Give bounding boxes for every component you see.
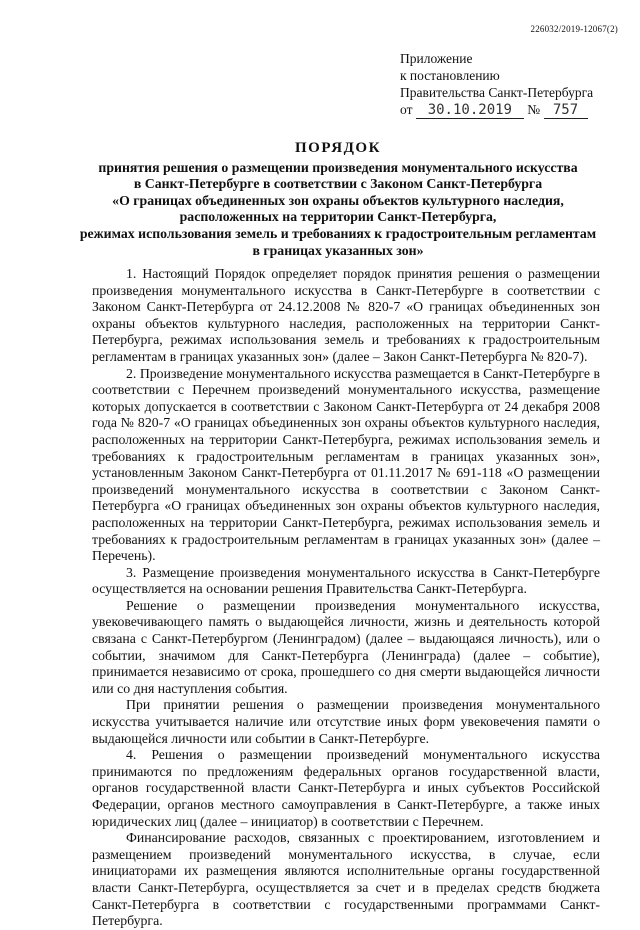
title-line: в границах указанных зон»	[252, 242, 424, 258]
document-number: 226032/2019-12067(2)	[530, 24, 618, 34]
title-line: режимах использования земель и требованиях к градостроительным регламентам	[79, 225, 597, 241]
appendix-date-line	[400, 101, 620, 119]
appendix-line-1: Приложение	[400, 51, 473, 66]
number-prefix: №	[527, 102, 541, 117]
paragraph: При принятии решения о размещении произведения монументального искусства учитывается наличие или отсутствие иных форм увековечения памяти о выдающейся личности или событии в Санкт-Петербурге.	[92, 697, 600, 746]
document-body	[92, 266, 600, 930]
paragraph: 3. Размещение произведения монументального искусства в Санкт-Петербурге осуществляется на основании решения Правительства Санкт-Петербурга.	[92, 564, 600, 597]
appendix-line-2: к постановлению	[400, 68, 500, 83]
paragraph: Решение о размещении произведения монументального искусства, увековечивающего память о выдающейся личности, жизнь и деятельность которой связана с Санкт-Петербургом (Ленинградом) (далее – выдающаяся личность), или о событии, значимом для Санкт-Петербурга (Ленинграда) (далее – событие), принимается независимо от срока, прошедшего со дня смерти выдающейся личности или со дня наступления события.	[92, 597, 600, 696]
title-main: ПОРЯДОК	[295, 140, 381, 156]
paragraph: 4. Решения о размещении произведений монументального искусства принимаются по предложениям федеральных органов государственной власти, органов государственной власти Санкт-Петербурга и иных субъектов Российской Федерации, органов местного самоуправления в Санкт-Петербурге, а также иных юридических лиц (далее – инициатор) в соответствии с Перечнем.	[92, 747, 600, 829]
paragraph: 2. Произведение монументального искусства размещается в Санкт-Петербурге в соответствии с Перечнем произведений монументального искусства, размещение которых допускается в соответствии с Законом Санкт-Петербурга от 24 декабря 2008 года № 820-7 «О границах объединенных зон охраны объектов культурного наследия, расположенных на территории Санкт-Петербурга, режимах использования земель и требованиях к градостроительным регламентам в границах указанных зон», установленным Законом Санкт-Петербурга от 01.11.2017 № 691-118 «О размещении произведений монументального искусства в соответствии с Законом Санкт-Петербурга «О границах объединенных зон охраны объектов культурного наследия, расположенных на территории Санкт-Петербурга, режимах использования земель и требованиях к градостроительным регламентам в границах указанных зон» (далее – Перечень).	[92, 365, 600, 564]
document-title	[60, 140, 616, 259]
decree-number: 757	[544, 103, 588, 119]
paragraph: Финансирование расходов, связанных с проектированием, изготовлением и размещением произведений монументального искусства, в случае, если инициаторами их размещения являются исполнительные органы государственной власти Санкт-Петербурга, осуществляется за счет и в пределах средств бюджета Санкт-Петербурга в соответствии с государственными программами Санкт-Петербурга.	[92, 830, 600, 929]
appendix-block	[400, 50, 620, 119]
appendix-line-3: Правительства Санкт-Петербурга	[400, 85, 594, 100]
title-line: принятия решения о размещении произведения монументального искусства	[98, 159, 578, 175]
paragraph: 1. Настоящий Порядок определяет порядок принятия решения о размещении произведения монументального искусства в Санкт-Петербурге в соответствии с Законом Санкт-Петербурга от 24.12.2008 № 820-7 «О границах объединенных зон охраны объектов культурного наследия, расположенных на территории Санкт-Петербурга, режимах использования земель и требованиях к градостроительным регламентам в границах указанных зон» (далее – Закон Санкт-Петербурга № 820-7).	[92, 266, 600, 364]
title-line: в Санкт-Петербурге в соответствии с Законом Санкт-Петербурга	[133, 176, 543, 192]
date-prefix: от	[400, 102, 413, 117]
decree-date: 30.10.2019	[416, 103, 524, 119]
title-line: расположенных на территории Санкт-Петербурга,	[179, 209, 497, 225]
title-line: «О границах объединенных зон охраны объектов культурного наследия,	[112, 192, 564, 208]
